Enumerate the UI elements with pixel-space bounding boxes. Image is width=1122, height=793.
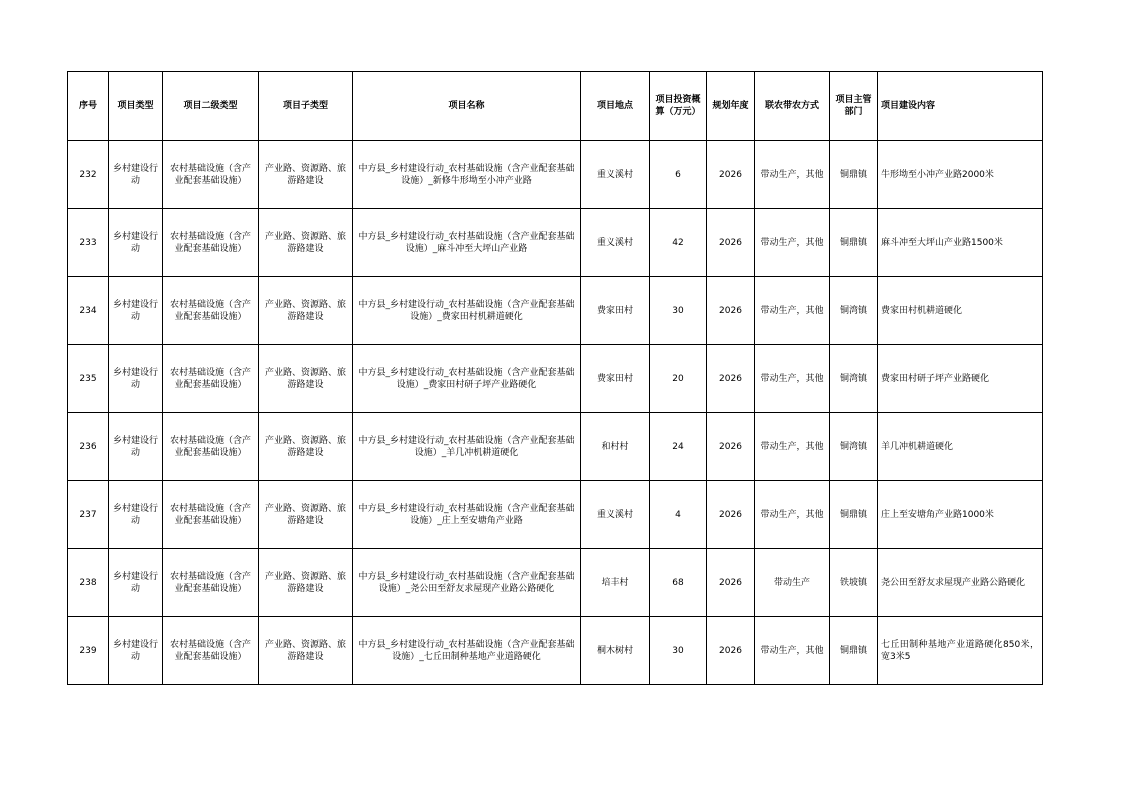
cell-link: 带动生产，其他	[755, 277, 830, 345]
cell-type: 乡村建设行动	[109, 277, 163, 345]
cell-location: 和村村	[581, 413, 650, 481]
header-content: 项目建设内容	[878, 72, 1043, 141]
cell-dept: 铜鼎镇	[830, 209, 878, 277]
project-table	[67, 71, 1043, 685]
header-location: 项目地点	[581, 72, 650, 141]
header-seq: 序号	[68, 72, 109, 141]
cell-content: 牛形坳至小冲产业路2000米	[878, 141, 1043, 209]
cell-seq: 237	[68, 481, 109, 549]
cell-name: 中方县_乡村建设行动_农村基础设施（含产业配套基础设施）_庄上至安塘角产业路	[353, 481, 581, 549]
cell-seq: 239	[68, 617, 109, 685]
cell-name: 中方县_乡村建设行动_农村基础设施（含产业配套基础设施）_麻斗冲至大坪山产业路	[353, 209, 581, 277]
cell-year: 2026	[707, 209, 755, 277]
cell-content: 费家田村研子坪产业路硬化	[878, 345, 1043, 413]
cell-childtype: 产业路、资源路、旅游路建设	[259, 413, 353, 481]
cell-link: 带动生产，其他	[755, 141, 830, 209]
cell-seq: 238	[68, 549, 109, 617]
cell-content: 七丘田制种基地产业道路硬化850米，宽3米5	[878, 617, 1043, 685]
cell-type: 乡村建设行动	[109, 549, 163, 617]
cell-location: 重义溪村	[581, 209, 650, 277]
header-subtype2: 项目二级类型	[163, 72, 259, 141]
cell-subtype2: 农村基础设施（含产业配套基础设施）	[163, 141, 259, 209]
header-row	[68, 72, 1043, 141]
cell-invest: 30	[650, 277, 707, 345]
cell-name: 中方县_乡村建设行动_农村基础设施（含产业配套基础设施）_新修牛形坳至小冲产业路	[353, 141, 581, 209]
cell-content: 尧公田至舒友求屋现产业路公路硬化	[878, 549, 1043, 617]
cell-name: 中方县_乡村建设行动_农村基础设施（含产业配套基础设施）_费家田村研子坪产业路硬化	[353, 345, 581, 413]
cell-year: 2026	[707, 141, 755, 209]
cell-content: 费家田村机耕道硬化	[878, 277, 1043, 345]
cell-link: 带动生产	[755, 549, 830, 617]
header-invest: 项目投资概算（万元）	[650, 72, 707, 141]
cell-year: 2026	[707, 277, 755, 345]
cell-content: 羊几冲机耕道硬化	[878, 413, 1043, 481]
cell-name: 中方县_乡村建设行动_农村基础设施（含产业配套基础设施）_尧公田至舒友求屋现产业路公路硬化	[353, 549, 581, 617]
cell-childtype: 产业路、资源路、旅游路建设	[259, 549, 353, 617]
cell-subtype2: 农村基础设施（含产业配套基础设施）	[163, 481, 259, 549]
cell-invest: 4	[650, 481, 707, 549]
header-name: 项目名称	[353, 72, 581, 141]
cell-year: 2026	[707, 345, 755, 413]
cell-childtype: 产业路、资源路、旅游路建设	[259, 345, 353, 413]
cell-name: 中方县_乡村建设行动_农村基础设施（含产业配套基础设施）_费家田村机耕道硬化	[353, 277, 581, 345]
table-row	[68, 277, 1043, 345]
cell-dept: 铜湾镇	[830, 345, 878, 413]
cell-type: 乡村建设行动	[109, 209, 163, 277]
cell-location: 费家田村	[581, 345, 650, 413]
cell-childtype: 产业路、资源路、旅游路建设	[259, 617, 353, 685]
cell-seq: 236	[68, 413, 109, 481]
cell-type: 乡村建设行动	[109, 413, 163, 481]
cell-name: 中方县_乡村建设行动_农村基础设施（含产业配套基础设施）_羊几冲机耕道硬化	[353, 413, 581, 481]
cell-dept: 铜湾镇	[830, 277, 878, 345]
cell-content: 麻斗冲至大坪山产业路1500米	[878, 209, 1043, 277]
cell-dept: 铜鼎镇	[830, 481, 878, 549]
cell-dept: 铜鼎镇	[830, 141, 878, 209]
cell-subtype2: 农村基础设施（含产业配套基础设施）	[163, 209, 259, 277]
cell-year: 2026	[707, 549, 755, 617]
header-dept: 项目主管部门	[830, 72, 878, 141]
header-type: 项目类型	[109, 72, 163, 141]
cell-year: 2026	[707, 617, 755, 685]
table-row	[68, 413, 1043, 481]
table-row	[68, 345, 1043, 413]
cell-subtype2: 农村基础设施（含产业配套基础设施）	[163, 413, 259, 481]
table-row	[68, 481, 1043, 549]
cell-link: 带动生产，其他	[755, 413, 830, 481]
cell-name: 中方县_乡村建设行动_农村基础设施（含产业配套基础设施）_七丘田制种基地产业道路硬化	[353, 617, 581, 685]
cell-location: 培丰村	[581, 549, 650, 617]
cell-dept: 铜鼎镇	[830, 617, 878, 685]
cell-type: 乡村建设行动	[109, 617, 163, 685]
cell-childtype: 产业路、资源路、旅游路建设	[259, 209, 353, 277]
cell-year: 2026	[707, 413, 755, 481]
cell-invest: 42	[650, 209, 707, 277]
cell-invest: 30	[650, 617, 707, 685]
cell-link: 带动生产，其他	[755, 481, 830, 549]
table-row	[68, 209, 1043, 277]
cell-seq: 232	[68, 141, 109, 209]
cell-location: 重义溪村	[581, 141, 650, 209]
header-year: 规划年度	[707, 72, 755, 141]
cell-location: 桐木树村	[581, 617, 650, 685]
cell-childtype: 产业路、资源路、旅游路建设	[259, 277, 353, 345]
header-childtype: 项目子类型	[259, 72, 353, 141]
table-row	[68, 617, 1043, 685]
cell-location: 费家田村	[581, 277, 650, 345]
cell-invest: 68	[650, 549, 707, 617]
cell-link: 带动生产，其他	[755, 345, 830, 413]
cell-type: 乡村建设行动	[109, 481, 163, 549]
cell-invest: 20	[650, 345, 707, 413]
cell-dept: 铁坡镇	[830, 549, 878, 617]
cell-location: 重义溪村	[581, 481, 650, 549]
cell-childtype: 产业路、资源路、旅游路建设	[259, 141, 353, 209]
cell-type: 乡村建设行动	[109, 141, 163, 209]
cell-childtype: 产业路、资源路、旅游路建设	[259, 481, 353, 549]
cell-seq: 234	[68, 277, 109, 345]
cell-subtype2: 农村基础设施（含产业配套基础设施）	[163, 617, 259, 685]
cell-link: 带动生产，其他	[755, 617, 830, 685]
cell-link: 带动生产，其他	[755, 209, 830, 277]
cell-seq: 233	[68, 209, 109, 277]
table-row	[68, 549, 1043, 617]
cell-invest: 6	[650, 141, 707, 209]
cell-invest: 24	[650, 413, 707, 481]
cell-type: 乡村建设行动	[109, 345, 163, 413]
table-row	[68, 141, 1043, 209]
cell-dept: 铜湾镇	[830, 413, 878, 481]
cell-subtype2: 农村基础设施（含产业配套基础设施）	[163, 345, 259, 413]
header-link: 联农带农方式	[755, 72, 830, 141]
cell-subtype2: 农村基础设施（含产业配套基础设施）	[163, 277, 259, 345]
cell-year: 2026	[707, 481, 755, 549]
cell-subtype2: 农村基础设施（含产业配套基础设施）	[163, 549, 259, 617]
cell-content: 庄上至安塘角产业路1000米	[878, 481, 1043, 549]
cell-seq: 235	[68, 345, 109, 413]
